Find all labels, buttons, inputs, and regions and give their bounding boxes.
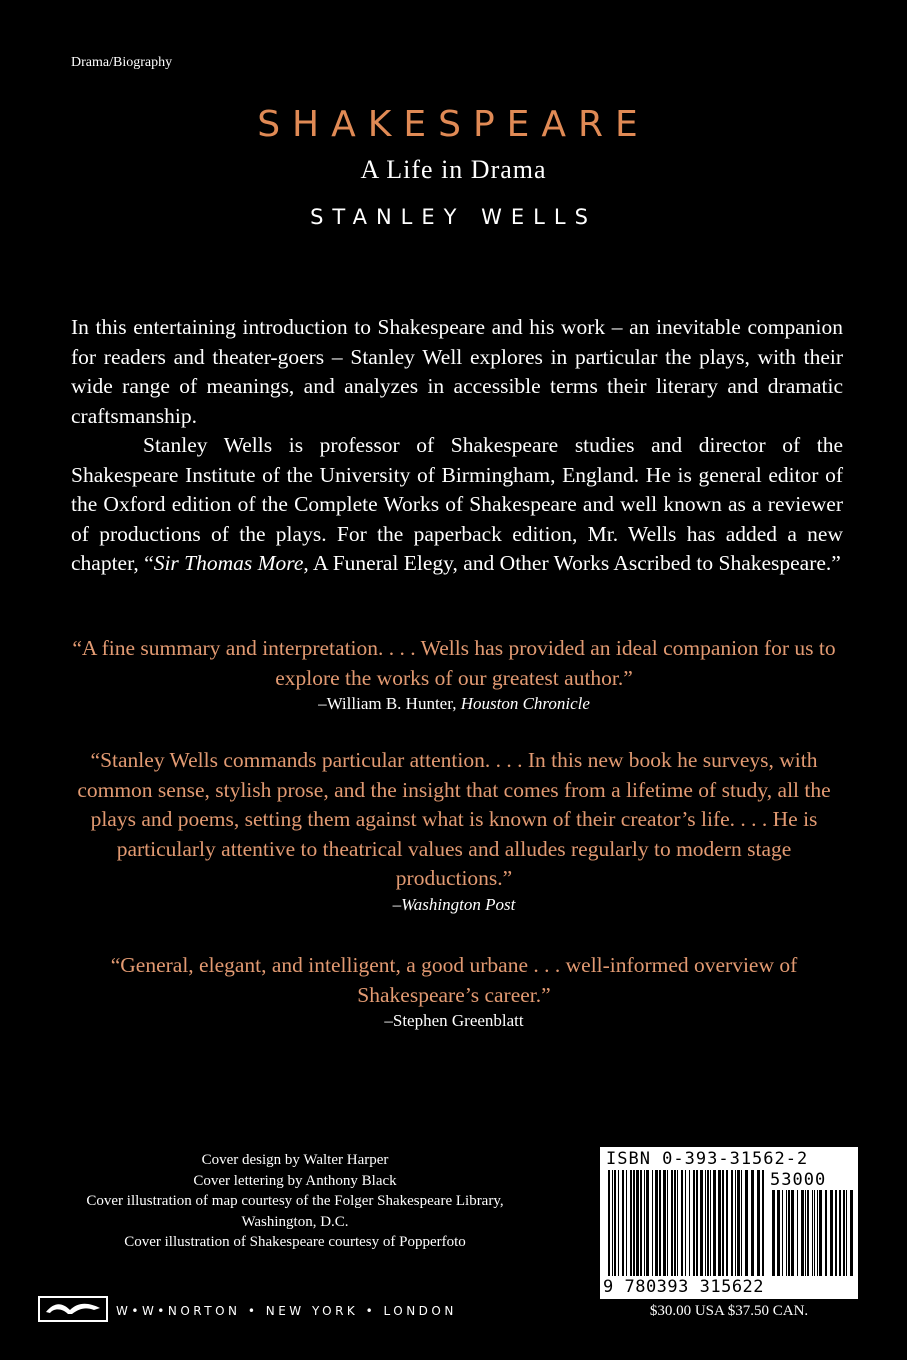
barcode-bar (791, 1190, 794, 1276)
credit-line: Cover lettering by Anthony Black (193, 1172, 397, 1189)
genre-label: Drama/Biography (71, 55, 173, 70)
book-description (71, 313, 843, 579)
barcode-bar (745, 1170, 748, 1276)
barcode-bar (667, 1170, 668, 1276)
ean-number: 9 780393 315622 (603, 1277, 765, 1297)
review-quote-3 (64, 951, 844, 1032)
barcode-bar (693, 1170, 695, 1276)
barcode-bar (782, 1190, 783, 1276)
barcode-bar (618, 1170, 619, 1276)
attribution-name: – (392, 894, 402, 914)
cover-credits (60, 1150, 530, 1253)
barcode-bar (762, 1170, 764, 1276)
quote-attribution (64, 693, 844, 715)
author-name: STANLEY WELLS (310, 205, 597, 229)
barcode-bar (671, 1170, 673, 1276)
quote-attribution (64, 1010, 844, 1032)
barcode-bar (757, 1170, 760, 1276)
barcode-bar (655, 1170, 658, 1276)
barcode-bar (807, 1190, 809, 1276)
description-paragraph-2 (71, 431, 843, 579)
attribution-source: Washington Post (401, 894, 516, 914)
barcode-bar (839, 1190, 841, 1276)
barcode-bar (689, 1170, 690, 1276)
ean-barcode-bars (606, 1170, 766, 1276)
barcode-bar (718, 1170, 721, 1276)
barcode-bar (825, 1190, 827, 1276)
barcode-bar (630, 1170, 632, 1276)
barcode-bar (633, 1170, 635, 1276)
quote-attribution (64, 894, 844, 916)
attribution-source: Houston Chronicle (460, 694, 590, 713)
barcode-bar (830, 1190, 833, 1276)
barcode-bar (696, 1170, 698, 1276)
barcode-bar (819, 1190, 822, 1276)
barcode-bar (707, 1170, 709, 1276)
barcode-bar (817, 1190, 818, 1276)
barcode-bar (626, 1170, 627, 1276)
book-subtitle: A Life in Drama (360, 155, 547, 184)
barcode-bar (843, 1190, 845, 1276)
barcode-bar (777, 1190, 780, 1276)
barcode-bar (751, 1170, 754, 1276)
credit-line: Cover illustration of Shakespeare courtesy of Popperfoto (124, 1234, 466, 1250)
book-title: SHAKESPEARE (257, 104, 650, 145)
barcode-bar (659, 1170, 661, 1276)
barcode-bar (835, 1190, 837, 1276)
barcode-bar (652, 1170, 653, 1276)
barcode-bar (674, 1170, 676, 1276)
isbn-number: ISBN 0-393-31562-2 (606, 1149, 809, 1169)
barcode-bar (685, 1170, 686, 1276)
barcode-bar (772, 1190, 775, 1276)
barcode-bar (801, 1190, 804, 1276)
barcode-bar (726, 1170, 728, 1276)
barcode-bar (636, 1170, 639, 1276)
credit-line: Cover design by Walter Harper (201, 1152, 389, 1168)
barcode-bar (681, 1170, 683, 1276)
barcode-bar (713, 1170, 716, 1276)
publisher-imprint: W•W•NORTON • NEW YORK • LONDON (116, 1304, 457, 1318)
barcode-bar (710, 1170, 711, 1276)
description-p2-italic: Sir Thomas More (153, 551, 304, 575)
barcode-bar (640, 1170, 642, 1276)
barcode-addon-number: 53000 (770, 1170, 827, 1190)
barcode-bar (850, 1190, 853, 1276)
description-paragraph-1: In this entertaining introduction to Shakespeare and his work – an inevitable companion for readers and theater-goers – Stanley Well explores in particular the plays, with their wide range of meanings, and analyzes in accessible terms their literary and dramatic craftsmanship. (71, 315, 843, 428)
barcode-bar (700, 1170, 703, 1276)
attribution-name: –Stephen Greenblatt (384, 1011, 524, 1030)
norton-seagull-logo-icon (38, 1296, 108, 1322)
barcode-bar (722, 1170, 724, 1276)
review-quote-1 (64, 634, 844, 715)
barcode-bar (805, 1190, 806, 1276)
barcode-bar (735, 1170, 736, 1276)
barcode-bar (705, 1170, 706, 1276)
barcode-bar (846, 1190, 847, 1276)
quote-text: “Stanley Wells commands particular attention. . . . In this new book he surveys, with common sense, stylish prose, and the insight that comes from a lifetime of study, all the plays and poems, setting them against what is known of their creator’s life. . . . He is particularly attentive to theatrical values and alludes regularly to modern stage productions.” (77, 748, 831, 890)
barcode-bar (731, 1170, 733, 1276)
price: $30.00 USA $37.50 CAN. (649, 1303, 809, 1319)
quote-text: “General, elegant, and intelligent, a good urbane . . . well-informed overview of Shakespeare’s career.” (110, 953, 798, 1007)
barcode-bar (612, 1170, 613, 1276)
attribution-name: –William B. Hunter, (318, 694, 461, 713)
credit-line: Washington, D.C. (241, 1213, 349, 1230)
barcode-bar (614, 1170, 616, 1276)
description-p2-start: Stanley Wells is professor of Shakespeare studies and director of the Shakespeare Institute of the University of Birmingham, England. He is general editor of the Oxford edition of the Complete Works of Shakespeare and well known as a reviewer of productions of the plays. For the paperback edition, Mr. Wells has added a new chapter, “ (71, 433, 843, 575)
barcode-bar (622, 1170, 624, 1276)
barcode-bar (786, 1190, 787, 1276)
barcode-bar (741, 1170, 742, 1276)
barcode-bar (663, 1170, 666, 1276)
barcode-bar (677, 1170, 678, 1276)
barcode-bar (608, 1170, 610, 1276)
barcode-bar (814, 1190, 815, 1276)
barcode-bar (737, 1170, 740, 1276)
barcode-bar (646, 1170, 649, 1276)
addon-barcode-bars (770, 1190, 854, 1276)
barcode-bar (788, 1190, 790, 1276)
barcode-bar (812, 1190, 813, 1276)
barcode-bar (797, 1190, 798, 1276)
quote-text: “A fine summary and interpretation. . . . Wells has provided an ideal companion for us to explore the works of our greatest author.” (72, 636, 836, 690)
barcode-bar (644, 1170, 645, 1276)
credit-line: Cover illustration of map courtesy of the Folger Shakespeare Library, (86, 1193, 504, 1209)
review-quote-2 (64, 746, 844, 916)
description-p2-end: , A Funeral Elegy, and Other Works Ascribed to Shakespeare.” (303, 551, 841, 575)
